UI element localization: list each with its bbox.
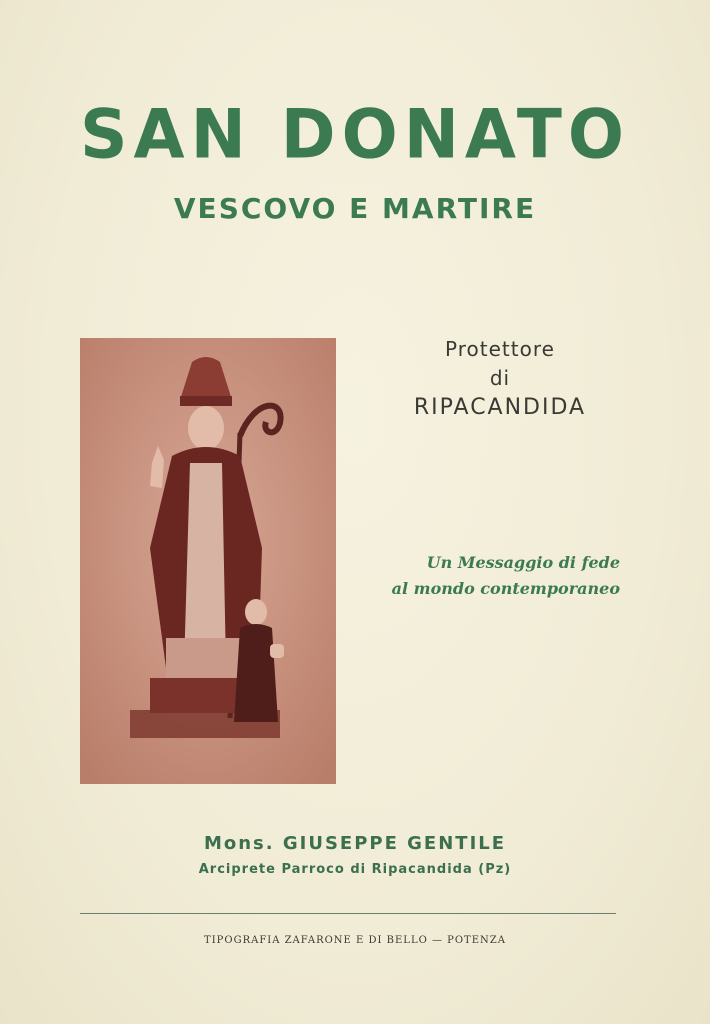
author-role: Arciprete Parroco di Ripacandida (Pz) (198, 862, 512, 877)
footer-divider (80, 913, 616, 914)
protector-town: RIPACANDIDA (413, 395, 587, 420)
message-line-1: Un Messaggio di fede (426, 553, 620, 572)
message-block (370, 550, 620, 602)
author-name: Mons. GIUSEPPE GENTILE (203, 833, 507, 854)
message-line-2: al mondo contemporaneo (391, 579, 620, 598)
protector-of-line: di (489, 366, 511, 390)
book-title: SAN DONATO (79, 95, 631, 174)
protector-block (380, 335, 620, 422)
saint-statue-photo (80, 338, 336, 784)
statue-illustration (80, 338, 336, 784)
protector-line: Protettore (445, 337, 555, 361)
printer-imprint: TIPOGRAFIA ZAFARONE E DI BELLO — POTENZA (204, 935, 506, 946)
book-subtitle: VESCOVO E MARTIRE (173, 192, 537, 225)
